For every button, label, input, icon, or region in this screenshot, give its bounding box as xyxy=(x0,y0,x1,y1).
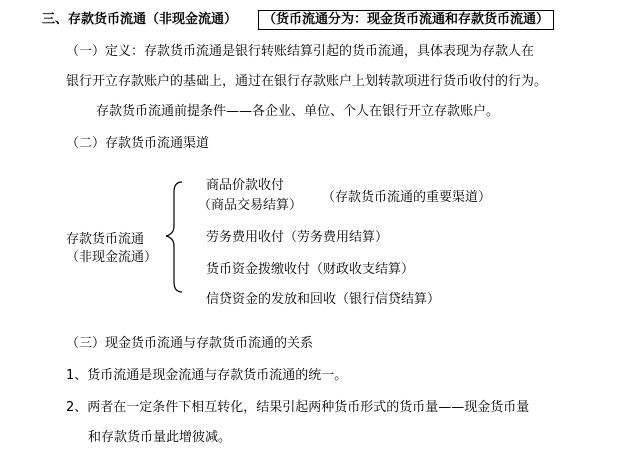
relation-item-1: 1、货币流通是现金流通与存款货币流通的统一。 xyxy=(66,368,348,383)
tree-root-line-2: （非现金流通） xyxy=(66,250,158,265)
heading-title: 存款货币流通（非现金流通） xyxy=(68,12,238,27)
definition-line-1: （一）定义：存款货币流通是银行转账结算引起的货币流通，具体表现为存款人在 xyxy=(66,44,535,59)
branch-4: 信贷资金的发放和回收（银行信贷结算） xyxy=(206,292,441,307)
curly-brace xyxy=(160,176,192,296)
branch-1-line-2: （商品交易结算） xyxy=(198,198,303,213)
branch-note: （存款货币流通的重要渠道） xyxy=(322,190,492,205)
branch-2: 劳务费用收付（劳务费用结算） xyxy=(206,230,389,245)
relation-item-2-line-1: 2、两者在一定条件下相互转化，结果引起两种货币形式的货币量——现金货币量 xyxy=(66,400,530,415)
channels-title: （二）存款货币流通渠道 xyxy=(66,136,210,151)
relation-item-2-line-2: 和存款货币量此增彼减。 xyxy=(88,430,232,445)
branch-3: 货币资金拨缴收付（财政收支结算） xyxy=(206,262,415,277)
branch-1-line-1: 商品价款收付 xyxy=(206,178,285,193)
heading xyxy=(42,10,237,30)
definition-line-2: 银行开立存款账户的基础上，通过在银行存款账户上划转款项进行货币收付的行为。 xyxy=(66,74,548,89)
relation-title: （三）现金货币流通与存款货币流通的关系 xyxy=(66,336,314,351)
precondition-line: 存款货币流通前提条件——各企业、单位、个人在银行开立存款账户。 xyxy=(96,104,500,119)
heading-boxed-note: （货币流通分为：现金货币流通和存款货币流通） xyxy=(258,10,554,30)
tree-root-line-1: 存款货币流通 xyxy=(66,232,145,247)
heading-number: 三、 xyxy=(42,12,69,27)
